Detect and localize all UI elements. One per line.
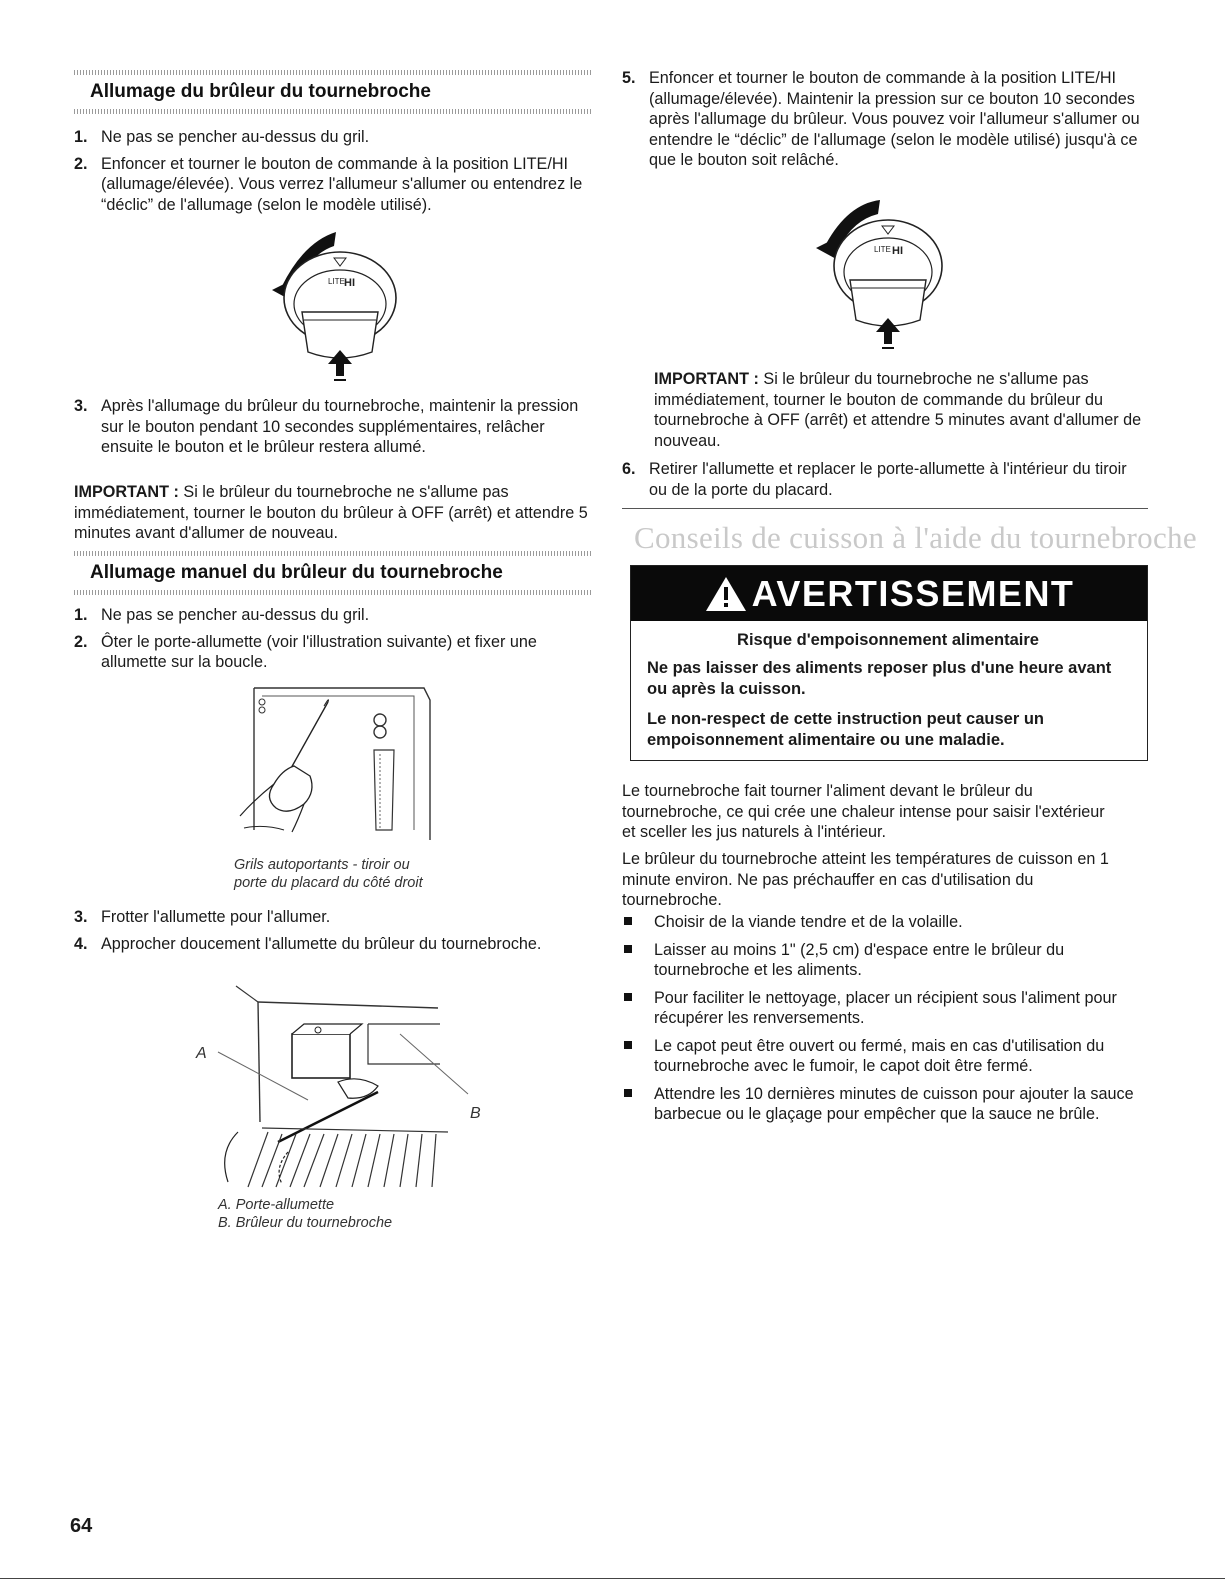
step-number: 1. [74, 128, 88, 146]
bullet-text: Le capot peut être ouvert ou fermé, mais en cas d'utilisation du tournebroche avec le fumoir, le capot doit être fermé. [654, 1036, 1105, 1075]
bullet-text: Pour faciliter le nettoyage, placer un récipient sous l'aliment pour récupérer les renversements. [654, 988, 1117, 1027]
caption-line: B. Brûleur du tournebroche [218, 1215, 393, 1231]
dotted-rule [74, 109, 592, 114]
steps-list [622, 459, 1142, 506]
bullet-text: Laisser au moins 1" (2,5 cm) d'espace entre le brûleur du tournebroche et les aliments. [654, 940, 1065, 979]
warning-header [631, 566, 1147, 621]
section-title: Allumage du brûleur du tournebroche [90, 81, 431, 102]
list-item [74, 907, 592, 928]
bullet-square-icon [624, 945, 632, 953]
list-item [622, 912, 1142, 933]
knob-lite-label: LITE [328, 277, 345, 286]
list-item [622, 988, 1142, 1029]
caption-line: A. Porte-allumette [218, 1197, 335, 1213]
step-number: 6. [622, 460, 636, 478]
important-label: IMPORTANT : [74, 483, 179, 501]
figure-caption [218, 1196, 518, 1232]
step-text: Enfoncer et tourner le bouton de commande à la position LITE/HI (allumage/élevée). Vous verrez l'allumeur s'allumer ou entendrez le “déclic” de l'allumage (selon le modèle utilisé). [101, 154, 583, 214]
step-number: 2. [74, 632, 88, 651]
step-text: Frotter l'allumette pour l'allumer. [101, 908, 331, 926]
divider [622, 508, 1148, 509]
figure-caption [234, 856, 534, 892]
list-item [622, 459, 1142, 500]
list-item [74, 154, 592, 216]
bottom-border [0, 1578, 1225, 1579]
list-item [74, 396, 592, 458]
step-number: 1. [74, 606, 88, 624]
step-number: 5. [622, 69, 636, 87]
step-text: Ôter le porte-allumette (voir l'illustration suivante) et fixer une allumette sur la boucle. [101, 632, 537, 671]
steps-list [622, 68, 1142, 177]
list-item [622, 940, 1142, 981]
steps-list [74, 396, 592, 464]
steps-list [74, 127, 592, 221]
bullet-text: Attendre les 10 dernières minutes de cuisson pour ajouter la sauce barbecue ou le glaçage pour empêcher que la sauce ne brûle. [654, 1084, 1134, 1123]
steps-list [74, 907, 592, 960]
important-text: Si le brûleur du tournebroche ne s'allume pas immédiatement, tourner le bouton de commande du brûleur du tournebroche à OFF (arrêt) et attendre 5 minutes avant d'allumer de nouveau. [654, 370, 1142, 450]
warning-risk: Risque d'empoisonnement alimentaire [737, 631, 1039, 649]
important-text: Si le brûleur du tournebroche ne s'allume pas immédiatement, tourner le bouton du brûleur à OFF (arrêt) et attendre 5 minutes avant d'allumer de nouveau. [74, 483, 588, 542]
warning-line: Ne pas laisser des aliments reposer plus d'une heure avant ou après la cuisson. [647, 659, 1112, 698]
knob-hi-label: HI [892, 245, 903, 257]
bullet-square-icon [624, 917, 632, 925]
step-text: Ne pas se pencher au-dessus du gril. [101, 606, 370, 624]
body-paragraph: Le tournebroche fait tourner l'aliment devant le brûleur du tournebroche, ce qui crée une chaleur intense pour saisir l'extérieur et sceller les jus naturels à l'intérieur. [622, 782, 1105, 841]
section-header-allumage [74, 70, 592, 114]
list-item [622, 1084, 1142, 1125]
warning-body [631, 621, 1147, 751]
tips-bullet-list [622, 912, 1142, 1132]
caption-line: Grils autoportants - tiroir ou [234, 857, 410, 873]
important-label: IMPORTANT : [654, 370, 759, 388]
step-number: 3. [74, 397, 88, 415]
bullet-text: Choisir de la viande tendre et de la volaille. [654, 913, 963, 931]
control-knob-illustration [264, 224, 404, 384]
list-item [74, 934, 592, 955]
step-text: Enfoncer et tourner le bouton de commande à la position LITE/HI (allumage/élevée). Maintenir la pression sur ce bouton 10 secondes après l'allumage du brûleur. Vous pouvez voir l'allumeur s'allumer ou entendre le “déclic” de l'allumage (selon le modèle utilisé) jusqu'à ce que le bouton soit relâché. [649, 69, 1140, 169]
body-paragraph: Le brûleur du tournebroche atteint les températures de cuisson en 1 minute environ. Ne pas préchauffer en cas d'utilisation du tournebroche. [622, 850, 1109, 909]
list-item [622, 68, 1142, 171]
warning-title: AVERTISSEMENT [751, 572, 1075, 614]
step-number: 3. [74, 908, 88, 926]
bullet-square-icon [624, 1041, 632, 1049]
match-holder-illustration [224, 680, 444, 850]
warning-line: Le non-respect de cette instruction peut causer un empoisonnement alimentaire ou une maladie. [647, 710, 1044, 749]
step-text: Approcher doucement l'allumette du brûleur du tournebroche. [101, 934, 542, 953]
step-text: Après l'allumage du brûleur du tournebroche, maintenir la pression sur le bouton pendant 10 secondes supplémentaires, relâcher ensuite le bouton et le brûleur restera allumé. [101, 397, 579, 456]
section-title: Allumage manuel du brûleur du tournebroche [90, 562, 503, 583]
important-note [654, 369, 1154, 451]
section-header-allumage-manuel [74, 551, 592, 595]
step-text: Ne pas se pencher au-dessus du gril. [101, 128, 370, 146]
list-item [622, 1036, 1142, 1077]
knob-hi-label: HI [344, 277, 355, 289]
label-b: B [470, 1105, 481, 1122]
tips-heading: Conseils de cuisson à l'aide du tournebroche [634, 520, 1197, 555]
step-text: Retirer l'allumette et replacer le porte-allumette à l'intérieur du tiroir ou de la porte du placard. [649, 460, 1127, 499]
knob-lite-label: LITE [874, 245, 891, 254]
label-a: A [196, 1045, 207, 1062]
bullet-square-icon [624, 993, 632, 1001]
step-number: 4. [74, 934, 88, 953]
control-knob-illustration [808, 196, 948, 356]
step-number: 2. [74, 154, 88, 173]
warning-box [630, 565, 1148, 761]
page-number: 64 [70, 1515, 93, 1537]
list-item [74, 632, 592, 673]
rotisserie-burner-illustration [178, 982, 481, 1194]
caption-line: porte du placard du côté droit [234, 875, 423, 891]
important-note [74, 482, 592, 544]
list-item [74, 605, 592, 626]
list-item [74, 127, 592, 148]
warning-triangle-icon [704, 575, 748, 613]
steps-list [74, 605, 592, 679]
bullet-square-icon [624, 1089, 632, 1097]
dotted-rule [74, 590, 592, 595]
